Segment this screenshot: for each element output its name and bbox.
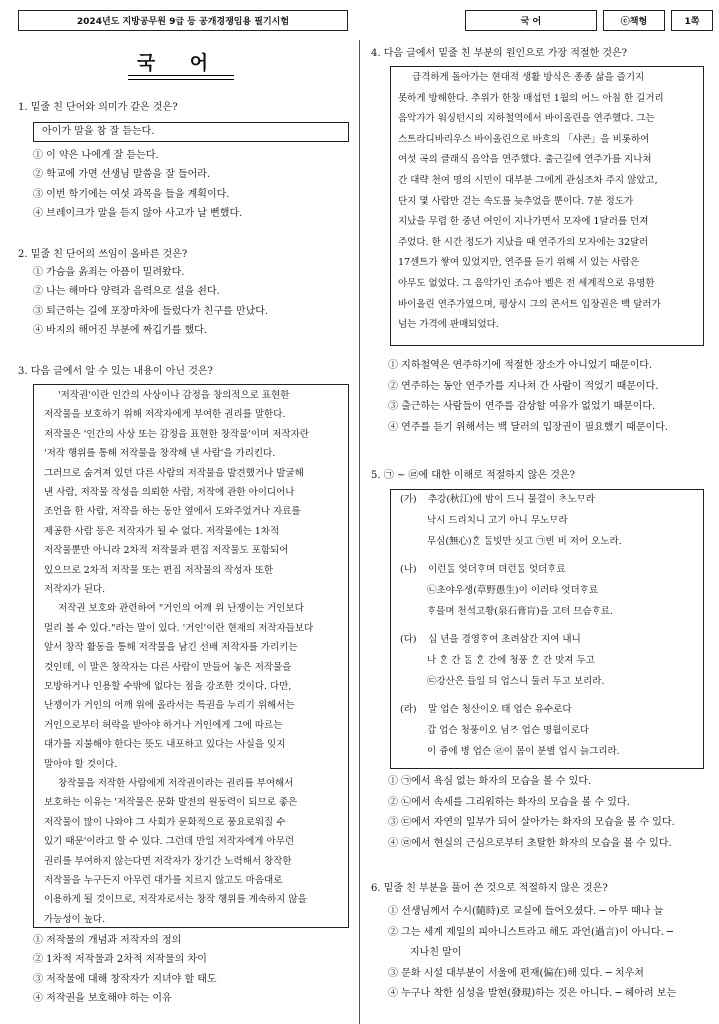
q3-passage-line: 멀리 볼 수 있다."라는 말이 있다. '거인'이란 현재의 저작자들보다 [44, 622, 314, 634]
q1-option: ④ 브레이크가 말을 듣지 않아 사고가 날 뻔했다. [33, 207, 243, 219]
q3-option: ④ 저작권을 보호해야 하는 이유 [33, 992, 172, 1004]
q3-passage-line: 창작물을 저작한 사람에게 저작권이라는 권리를 부여해서 [58, 778, 294, 789]
q3-passage-line: 이용하게 될 것이므로, 저작자로서는 창작 행위를 계속하지 않을 [44, 894, 307, 906]
q1-option: ① 이 약은 나에게 잘 듣는다. [33, 150, 159, 161]
q6-option: ④ 누구나 착한 심성을 발현(發現)하는 것은 아니다. ─ 헤아려 보는 [388, 988, 677, 1000]
q3-passage-line: '저작권'이란 인간의 사상이나 감정을 창의적으로 표현한 [58, 390, 290, 401]
q4-passage-line: 지났을 무렵 한 중년 여인이 지나가면서 모자에 1달러를 던져 [398, 216, 649, 228]
q3-passage-line: 제공한 사람 등은 저작자가 될 수 없다. 저작물에는 1차적 [44, 525, 280, 537]
q3-passage-line: 있으므로 2차적 저작물 또는 편집 저작물의 작성자 또한 [44, 564, 274, 576]
q4-option: ① 지하철역은 연주하기에 적절한 장소가 아니었기 때문이다. [388, 360, 653, 371]
q5-poem-label: (다) [400, 634, 417, 645]
page-title: 국 어 [136, 52, 223, 74]
q5-poem-line: 갑 업슨 청풍이오 님ᄌᆞ 업슨 명월이로다 [427, 725, 589, 736]
exam-title-box: 2024년도 지방공무원 9급 등 공개경쟁임용 필기시험 [18, 10, 348, 31]
q4-option: ③ 출근하는 사람들이 연주를 감상할 여유가 없었기 때문이다. [388, 401, 656, 412]
q4-stem: 4. 다음 글에서 밑줄 친 부분의 원인으로 가장 적절한 것은? [371, 48, 628, 59]
q3-passage-line: 거인으로부터 허락을 받아야 하거나 거인에게 그에 따르는 [44, 719, 283, 731]
q4-passage-line: 여섯 곡의 클래식 음악을 연주했다. 출근길에 연주가를 지나쳐 [398, 154, 652, 166]
q3-passage-line: '저작 행위를 통해 저작물을 창작해 낸 사람'을 가리킨다. [44, 448, 276, 460]
q3-passage-line: 조언을 한 사람, 저작을 하는 동안 옆에서 도와주었거나 자료를 [44, 506, 301, 518]
q1-option: ② 학교에 가면 선생님 말씀을 잘 들어라. [33, 169, 211, 181]
q4-passage-line: 넘는 가격에 판매되었다. [398, 319, 499, 331]
q3-option: ① 저작물의 개념과 저작자의 정의 [33, 935, 182, 946]
q5-option: ③ ㉢에서 자연의 일부가 되어 살아가는 화자의 모습을 볼 수 있다. [388, 817, 675, 828]
q3-passage-line: 저작물을 보호하기 위해 저작자에게 부여한 권리를 말한다. [44, 409, 286, 421]
q3-passage-line: 있기 때문'이라고 할 수 있다. 그런데 만일 저작자에게 아무런 [44, 836, 295, 848]
q4-passage-line: 단지 몇 사람만 걷는 속도를 늦추었을 뿐이다. 7분 정도가 [398, 195, 634, 207]
q5-option: ② ㉡에서 속세를 그리워하는 화자의 모습을 볼 수 있다. [388, 796, 630, 808]
q6-option: ① 선생님께서 수시(隨時)로 교실에 들어오셨다. ─ 아무 때나 늘 [388, 906, 664, 917]
q5-poem-line: 이런ᄃᆞᆯ 엇더ᄒᆞ며 뎌런ᄃᆞᆯ 엇더ᄒᆞ료 [428, 564, 566, 575]
q5-option: ④ ㉣에서 현실의 근심으로부터 초탈한 화자의 모습을 볼 수 있다. [388, 837, 672, 849]
q2-option: ① 가슴을 옭죄는 아픔이 밀려왔다. [33, 267, 185, 278]
q6-option: ② 그는 세계 제일의 피아니스트라고 해도 과언(過言)이 아니다. ─ [388, 926, 673, 938]
q1-stem: 1. 밑줄 친 단어와 의미가 같은 것은? [18, 102, 178, 113]
q2-option: ④ 바지의 해어진 부분에 짜깁기를 했다. [33, 324, 207, 336]
q4-option: ② 연주하는 동안 연주가를 지나쳐 간 사람이 적었기 때문이다. [388, 380, 659, 392]
q1-box-text: 아이가 말을 참 잘 듣는다. [42, 126, 155, 137]
q3-passage-line: 그러므로 숨겨져 있던 다른 사람의 저작물을 발견했거나 발굴해 [44, 467, 304, 479]
column-divider [359, 40, 360, 1024]
q2-option: ② 나는 해마다 양력과 음력으로 설을 쇤다. [33, 286, 220, 298]
q2-option: ③ 퇴근하는 길에 포장마차에 들렀다가 친구를 만났다. [33, 305, 269, 317]
q5-poem-line: 이 즁에 병 업슨 ㉣이 몸이 분별 업시 늙그리라. [427, 746, 620, 757]
q4-passage-line: 급격하게 돌아가는 현대적 생활 방식은 종종 삶을 즐기지 [412, 72, 645, 83]
q3-passage-line: 저작물을 누구든지 아무런 대가를 치르지 않고도 마음대로 [44, 875, 283, 886]
q3-passage-line: 말아야 할 것이다. [44, 758, 118, 770]
q3-passage-line: 가능성이 높다. [44, 913, 106, 925]
q5-poem-line: 십 년을 경영ᄒᆞ여 초려삼간 지여 내니 [428, 634, 581, 645]
q2-stem: 2. 밑줄 친 단어의 쓰임이 올바른 것은? [18, 249, 188, 260]
q6-option: ③ 문화 시설 대부분이 서울에 편재(偏在)해 있다. ─ 치우쳐 [388, 967, 644, 979]
title-underline [128, 75, 234, 80]
subject-box: 국 어 [465, 10, 597, 31]
q5-poem-label: (가) [400, 494, 417, 505]
q3-passage-line: 저작물은 '인간의 사상 또는 감정을 표현한 창작물'이며 저작자란 [44, 428, 309, 440]
q4-passage-line: 못하게 방해한다. 추위가 한창 매섭던 1월의 어느 아침 한 길거리 [398, 92, 664, 104]
q4-passage-line: 아무도 없었다. 그 음악가인 조슈아 벨은 전 세계적으로 유명한 [398, 278, 655, 289]
q4-passage-line: 음악가가 워싱턴시의 지하철역에서 바이올린을 연주했다. 그는 [398, 113, 655, 125]
q3-passage-line: 보호하는 이유는 '저작물은 문화 발전의 원동력이 되므로 좋은 [44, 797, 298, 809]
q3-passage-line: 난쟁이가 거인의 어깨 위에 올라서는 특권을 누리기 위해서는 [44, 700, 295, 712]
q5-poem-line: 무심(無心)ᄒᆞᆫ ᄃᆞᆯ빗만 싯고 ㉠빈 비 저어 오노라. [427, 536, 622, 547]
q3-passage-line: 것인데, 이 말은 창작자는 다른 사람이 만들어 놓은 저작물을 [44, 661, 292, 673]
q5-poem-line: 나 ᄒᆞᆫ 간 ᄃᆞᆯ ᄒᆞᆫ 간에 청풍 ᄒᆞᆫ 간 맛져 두고 [427, 655, 595, 666]
q5-poem-line: 말 업슨 청산이오 태 업슨 유수로다 [428, 704, 572, 715]
q4-passage-line: 바이올린 연주가였으며, 평상시 그의 콘서트 입장권은 백 달러가 [398, 298, 661, 310]
q3-option: ② 1차적 저작물과 2차적 저작물의 차이 [33, 954, 207, 966]
q3-passage-line: 저작권 보호와 관련하여 "거인의 어깨 위 난쟁이는 거인보다 [58, 603, 304, 615]
q3-passage-line: 낸 사람, 저작물 작성을 의뢰한 사람, 저작에 관한 아이디어나 [44, 487, 295, 498]
q4-passage-line: 스트라디바리우스 바이올린으로 바흐의 「샤콘」을 비롯하여 [398, 133, 650, 145]
page-number-box: 1쪽 [671, 10, 713, 31]
q3-passage-line: 대가를 지불해야 한다는 뜻도 내포하고 있다는 사실을 잊지 [44, 739, 286, 751]
q5-stem: 5. ㉠ ~ ㉣에 대한 이해로 적절하지 않은 것은? [371, 470, 575, 481]
q4-passage-line: 17센트가 쌓여 있었지만, 연주를 듣기 위해 서 있는 사람은 [398, 257, 640, 269]
q5-poem-line: 낙시 드리치니 고기 아니 무노ᄆᆞ라 [427, 515, 568, 526]
q5-poem-label: (나) [400, 564, 417, 575]
q3-passage-line: 저작물이 많이 나와야 그 사회가 문화적으로 풍요로워질 수 [44, 816, 286, 828]
q5-poem-line: 추강(秋江)에 밤이 드니 물결이 ᄎᆞ노ᄆᆞ라 [428, 494, 595, 505]
q5-option: ① ㉠에서 욕심 없는 화자의 모습을 볼 수 있다. [388, 776, 592, 787]
q4-passage-line: 주었다. 한 시간 정도가 지났을 때 연주가의 모자에는 32달러 [398, 236, 649, 248]
q5-poem-line: ㉡초야우생(草野愚生)이 이러타 엇더ᄒᆞ료 [427, 585, 599, 596]
q6-option: 지나친 말이 [410, 947, 462, 959]
q5-poem-line: ㉢강산은 들일 듸 업스니 둘러 두고 보리라. [427, 676, 605, 687]
q4-option: ④ 연주를 듣기 위해서는 백 달러의 입장권이 필요했기 때문이다. [388, 421, 669, 433]
q5-poem-label: (라) [400, 704, 417, 715]
q3-passage-line: 모방하거나 인용할 수밖에 없다는 점을 강조한 것이다. 다만, [44, 681, 292, 692]
q4-passage-line: 간 대략 천여 명의 시민이 대부분 그에게 관심조차 주지 않았고, [398, 175, 658, 186]
q1-option: ③ 이번 학기에는 여섯 과목을 들을 계획이다. [33, 188, 230, 200]
q3-passage-line: 앞서 창작 활동을 통해 저작물을 남긴 선배 저작자를 가리키는 [44, 642, 298, 654]
q6-stem: 6. 밑줄 친 부분을 풀어 쓴 것으로 적절하지 않은 것은? [371, 883, 608, 894]
q5-poem-line: ᄒᆞ믈며 천석고황(泉石膏肓)을 고텨 므슴ᄒᆞ료. [427, 606, 613, 617]
q3-passage-line: 권리를 부여하지 않는다면 저작자가 장기간 노력해서 창작한 [44, 855, 292, 867]
booklet-type-box: ⓒ책형 [603, 10, 665, 31]
q3-stem: 3. 다음 글에서 알 수 있는 내용이 아닌 것은? [18, 366, 213, 377]
q3-passage-line: 저작자가 된다. [44, 584, 106, 595]
q3-option: ③ 저작물에 대해 창작자가 지녀야 할 태도 [33, 973, 217, 985]
q3-passage-line: 저작물뿐만 아니라 2차적 저작물과 편집 저작물도 포함되어 [44, 545, 289, 557]
